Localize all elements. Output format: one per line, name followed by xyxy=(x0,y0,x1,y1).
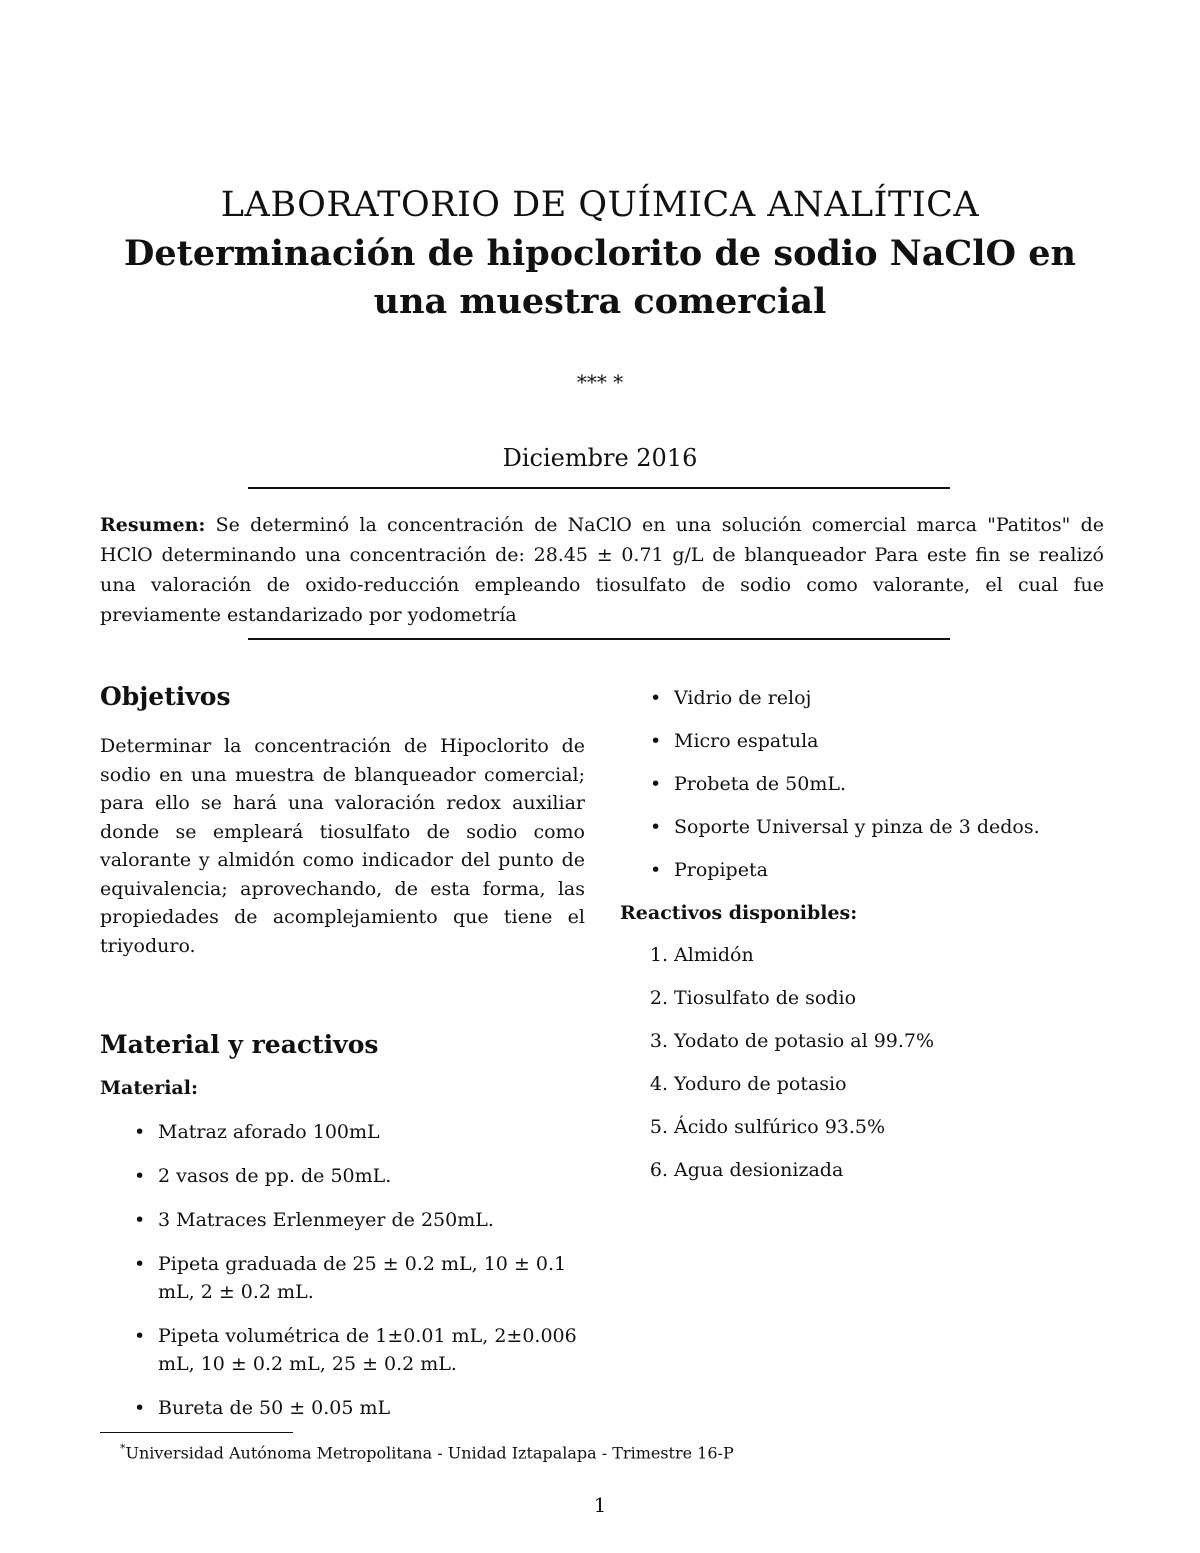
bullet-icon: • xyxy=(134,1325,146,1347)
list-item: • Vidrio de reloj xyxy=(674,684,1100,712)
bullet-icon: • xyxy=(650,859,662,881)
abstract xyxy=(100,510,1104,630)
list-item: 5. Ácido sulfúrico 93.5% xyxy=(649,1116,886,1138)
footnote-rule xyxy=(100,1432,293,1433)
page-number: 1 xyxy=(593,1493,607,1517)
left-column xyxy=(100,680,585,1422)
abstract-bottom-rule xyxy=(248,638,950,640)
footnote-text: Universidad Autónoma Metropolitana - Unidad Iztapalapa - Trimestre 16-P xyxy=(125,1443,734,1463)
list-item: • 2 vasos de pp. de 50mL. xyxy=(158,1162,585,1190)
bullet-icon: • xyxy=(650,816,662,838)
list-item: • Micro espatula xyxy=(674,727,1100,755)
material-section-heading: Material y reactivos xyxy=(100,1030,379,1059)
bullet-icon: • xyxy=(650,730,662,752)
list-item: 4. Yoduro de potasio xyxy=(649,1073,847,1095)
bullet-icon: • xyxy=(134,1397,146,1419)
material-list-right xyxy=(650,684,1100,884)
bullet-icon: • xyxy=(650,687,662,709)
material-label: Material: xyxy=(100,1077,198,1099)
list-item: • Probeta de 50mL. xyxy=(674,770,1100,798)
date-line: Diciembre 2016 xyxy=(502,444,698,472)
bullet-icon: • xyxy=(650,773,662,795)
list-item: • Propipeta xyxy=(674,856,1100,884)
material-list-left xyxy=(134,1118,585,1422)
list-item: 6. Agua desionizada xyxy=(649,1159,844,1181)
list-item: • Matraz aforado 100mL xyxy=(158,1118,585,1146)
abstract-label: Resumen: xyxy=(100,514,206,536)
reactivos-label: Reactivos disponibles: xyxy=(620,902,858,924)
paper-title-line-1: Determinación de hipoclorito de sodio NaClO en xyxy=(124,233,1076,274)
bullet-icon: • xyxy=(134,1209,146,1231)
list-item: • Pipeta volumétrica de 1±0.01 mL, 2±0.006 mL, 10 ± 0.2 mL, 25 ± 0.2 mL. xyxy=(158,1322,585,1378)
list-item: • Bureta de 50 ± 0.05 mL xyxy=(158,1394,585,1422)
bullet-icon: • xyxy=(134,1165,146,1187)
objetivos-text: Determinar la concentración de Hipoclorito de sodio en una muestra de blanqueador comercial; para ello se hará una valoración redox auxiliar donde se empleará tiosulfato de sodio como valorante y almidón como indicador del punto de equivalencia; aprovechando, de esta forma, las propiedades de acomplejamiento que tiene el triyoduro. xyxy=(100,735,585,957)
title-block xyxy=(0,182,1200,326)
list-item: 1. Almidón xyxy=(649,944,754,966)
footnote-mark: * xyxy=(120,1442,126,1455)
abstract-text: Se determinó la concentración de NaClO en una solución comercial marca "Patitos" de HClO determinando una concentración de: 28.45 ± 0.71 g/L de blanqueador Para este fin se realizó una valoración de oxido-reducción empleando tiosulfato de sodio como valorante, el cual fue previamente estandarizado por yodometría xyxy=(100,514,1104,626)
right-column xyxy=(620,680,1100,1184)
objetivos-heading: Objetivos xyxy=(100,682,231,711)
footnote xyxy=(120,1438,734,1464)
paper-title-line-2: una muestra comercial xyxy=(373,281,827,322)
abstract-top-rule xyxy=(248,487,950,489)
author-line: *** * xyxy=(576,370,624,394)
list-item: 2. Tiosulfato de sodio xyxy=(649,987,857,1009)
bullet-icon: • xyxy=(134,1253,146,1275)
list-item: • 3 Matraces Erlenmeyer de 250mL. xyxy=(158,1206,585,1234)
reactivos-list xyxy=(649,941,1100,1184)
list-item: • Soporte Universal y pinza de 3 dedos. xyxy=(674,813,1100,841)
list-item: • Pipeta graduada de 25 ± 0.2 mL, 10 ± 0.1 mL, 2 ± 0.2 mL. xyxy=(158,1250,585,1306)
paper-title xyxy=(0,230,1200,326)
bullet-icon: • xyxy=(134,1121,146,1143)
lab-title: LABORATORIO DE QUÍMICA ANALÍTICA xyxy=(220,185,980,225)
list-item: 3. Yodato de potasio al 99.7% xyxy=(649,1030,935,1052)
